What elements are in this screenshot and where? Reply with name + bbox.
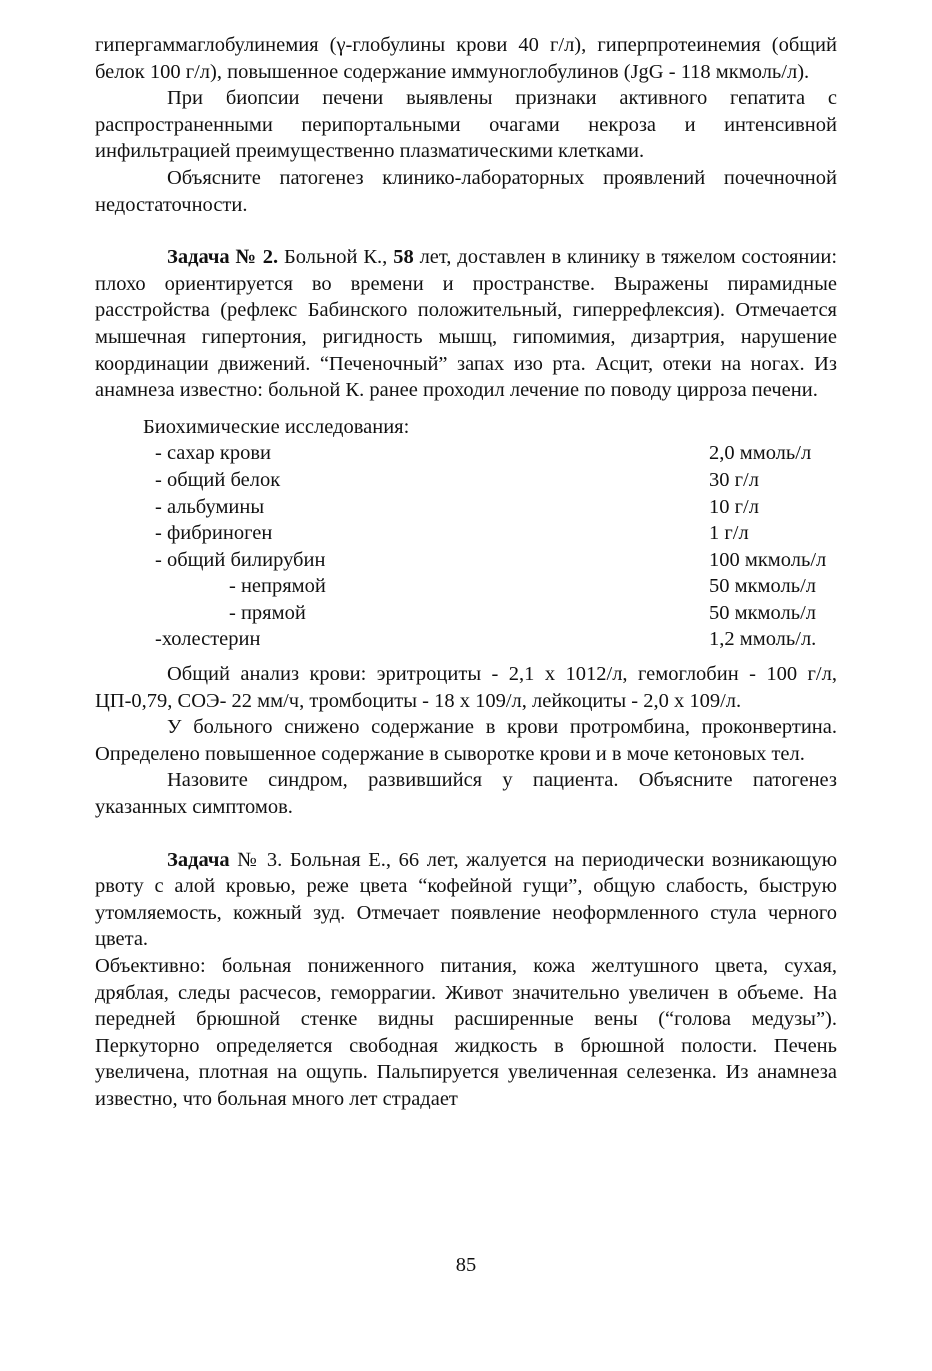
task-2-intro-a: Больной К., (284, 246, 388, 269)
lab-name: - сахар крови (155, 442, 271, 465)
lab-name: - альбумины (155, 495, 265, 518)
task-2-intro-b: лет, доставлен в клинику в тяжелом состоянии: плохо ориентируется во времени и пространстве. Выражены пирамидные расстройства (рефлекс Бабинского положительный, гиперрефлексия). Отмечается мышечная гипертония, ригидность мышц, гипомимия, дизартрия, нарушение координации движений. “Печеночный” запах изо рта. Асцит, отеки на ногах. Из анамнеза известно: больной К. ранее проходил лечение по поводу цирроза печени. (95, 246, 838, 402)
lab-value: 50 мкмоль/л (709, 575, 817, 598)
lab-value: 100 мкмоль/л (709, 548, 827, 571)
paragraph-prothrombin: У больного снижено содержание в крови протромбина, проконвертина. Определено повышенное содержание в сыворотке крови и в моче кетоновых тел. (95, 716, 837, 765)
paragraph-blood-test: Общий анализ крови: эритроциты - 2,1 х 1012/л, гемоглобин - 100 г/л, ЦП-0,79, СОЭ- 22 мм/ч, тромбоциты - 18 х 109/л, лейкоциты - 2,0 х 109/л. (95, 663, 837, 712)
lab-name: - фибриноген (155, 522, 273, 545)
lab-value: 30 г/л (709, 468, 759, 491)
lab-value: 1,2 ммоль/л. (709, 628, 817, 651)
task-2-intro (95, 244, 837, 404)
lab-row (143, 520, 826, 547)
lab-row (143, 626, 826, 653)
lab-row (143, 573, 826, 600)
page-content (95, 32, 837, 1113)
task-2-age: 58 (393, 246, 414, 269)
task-3-complaints: Больная Е., 66 лет, жалуется на периодически возникающую рвоту с алой кровью, реже цвета “кофейной гущи”, общую слабость, быструю утомляемость, кожный зуд. Отмечает появление неоформленного стула черного цвета. (95, 848, 838, 951)
paragraph-objective: Объективно: больная пониженного питания, кожа желтушного цвета, сухая, дряблая, следы расчесов, геморрагии. Живот значительно увеличен в объеме. На передней брюшной стенке видны расширенные вены (“голова медузы”). Перкуторно определяется свободная жидкость в брюшной полости. Печень увеличена, плотная на ощупь. Пальпируется увеличенная селезенка. Из анамнеза известно, что больная много лет страдает (95, 955, 837, 1110)
lab-row (143, 547, 826, 574)
lab-row (143, 467, 826, 494)
page-number: 85 (455, 1254, 477, 1276)
task-3-heading: Задача (167, 848, 230, 871)
paragraph-question-2: Назовите синдром, развившийся у пациента. Объясните патогенез указанных симптомов. (95, 769, 837, 819)
lab-value: 2,0 ммоль/л (709, 442, 812, 465)
paragraph-lab-findings: гипергаммаглобулинемия (γ-глобулины крови 40 г/л), гиперпротеинемия (общий белок 100 г/л), повышенное содержание иммуноглобулинов (JgG - 118 мкмоль/л). (95, 34, 837, 83)
lab-name: -холестерин (155, 628, 261, 651)
lab-row (143, 494, 826, 521)
task-3-intro (95, 847, 837, 953)
lab-value: 1 г/л (709, 522, 749, 545)
lab-title: Биохимические исследования: (143, 415, 410, 438)
lab-results-table (143, 440, 826, 653)
lab-row (143, 600, 826, 627)
lab-name: - прямой (229, 601, 306, 624)
lab-name: - общий билирубин (155, 548, 326, 571)
paragraph-question-1: Объясните патогенез клинико-лабораторных проявлений почечночной недостаточности. (95, 166, 837, 216)
lab-row (143, 440, 826, 467)
lab-name: - непрямой (229, 575, 326, 598)
paragraph-biopsy: При биопсии печени выявлены признаки активного гепатита с распространенными перипортальными очагами некроза и интенсивной инфильтрацией преимущественно плазматическими клетками. (95, 87, 837, 163)
lab-value: 50 мкмоль/л (709, 601, 817, 624)
lab-value: 10 г/л (709, 495, 759, 518)
task-3-number: № 3. (237, 848, 283, 871)
lab-name: - общий белок (155, 468, 281, 491)
task-2-heading: Задача № 2. (167, 246, 279, 269)
